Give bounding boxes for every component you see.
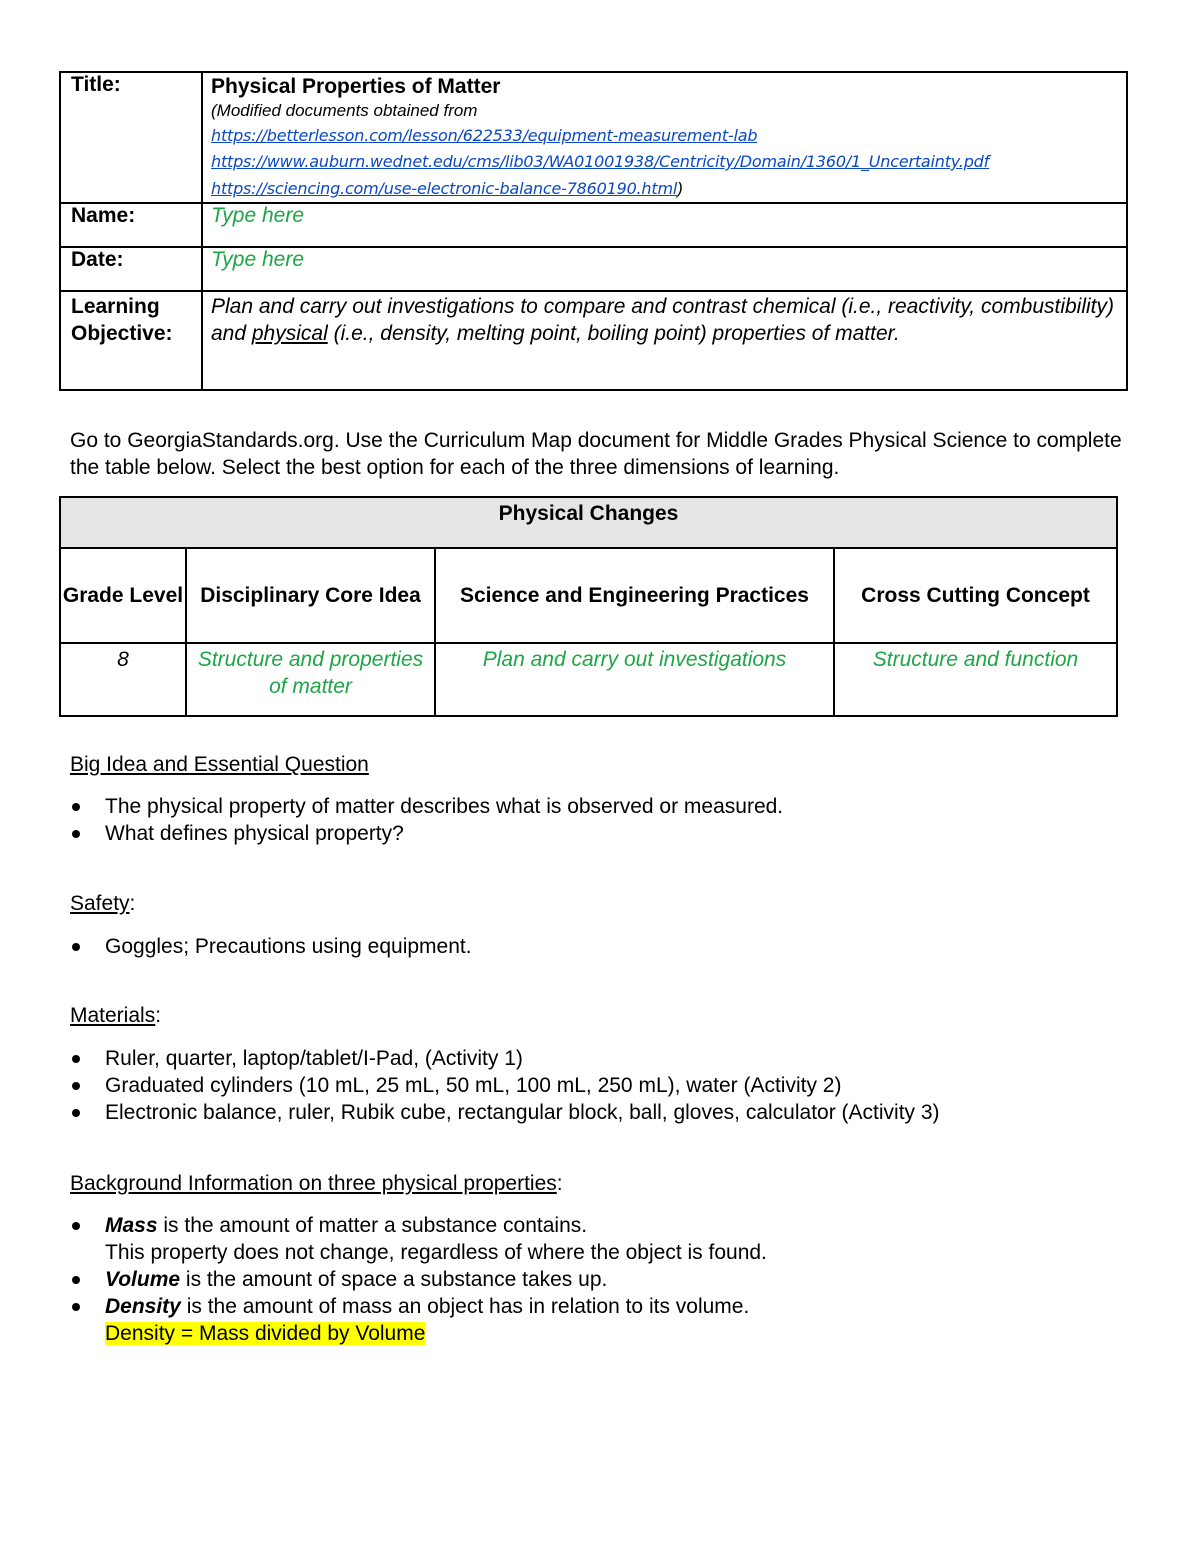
- core-idea-value[interactable]: Structure and properties of matter: [186, 643, 435, 716]
- background-heading-colon: :: [556, 1172, 563, 1195]
- date-value[interactable]: Type here: [211, 248, 304, 271]
- safety-heading: [70, 890, 135, 917]
- safety-heading-colon: :: [129, 892, 136, 915]
- title-cell: [202, 72, 1127, 203]
- bullet-icon: [72, 803, 80, 811]
- list-item-text: What defines physical property?: [105, 822, 404, 845]
- objective-label-line1: Learning: [71, 295, 160, 318]
- density-formula: Density = Mass divided by Volume: [105, 1322, 426, 1345]
- title-label: Title:: [60, 72, 202, 203]
- col-header-practices: Science and Engineering Practices: [435, 548, 834, 643]
- big-idea-heading-text: Big Idea and Essential Question: [70, 753, 369, 776]
- list-item-text: Goggles; Precautions using equipment.: [105, 935, 472, 958]
- mass-term: Mass: [105, 1214, 158, 1237]
- source-link-line: [211, 175, 1118, 202]
- bullet-icon: [72, 1109, 80, 1117]
- safety-list: [70, 933, 1130, 960]
- instructions-paragraph: Go to GeorgiaStandards.org. Use the Curriculum Map document for Middle Grades Physical Science to complete the table below. Select the best option for each of the three dimensions of learning.: [70, 429, 1122, 479]
- list-item-text: The physical property of matter describes what is observed or measured.: [105, 795, 784, 818]
- grade-level-value[interactable]: 8: [60, 643, 186, 716]
- density-term: Density: [105, 1295, 181, 1318]
- density-definition: is the amount of mass an object has in relation to its volume.: [180, 1295, 750, 1318]
- practices-value[interactable]: Plan and carry out investigations: [435, 643, 834, 716]
- list-item: [70, 1045, 1130, 1072]
- bullet-icon: [72, 943, 80, 951]
- name-label: Name:: [60, 203, 202, 247]
- header-table: [59, 71, 1128, 391]
- col-header-grade-level: Grade Level: [60, 548, 186, 643]
- background-heading-text: Background Information on three physical properties: [70, 1172, 557, 1195]
- name-field[interactable]: [202, 203, 1127, 247]
- volume-definition: is the amount of space a substance takes up.: [180, 1268, 608, 1291]
- bullet-icon: [72, 1222, 80, 1230]
- physical-changes-table: [59, 496, 1118, 717]
- materials-heading: [70, 1002, 161, 1029]
- materials-list: [70, 1045, 1130, 1126]
- name-value[interactable]: Type here: [211, 204, 304, 227]
- source-link-sciencing[interactable]: https://sciencing.com/use-electronic-balance-7860190.html: [211, 179, 678, 198]
- big-idea-list: [70, 793, 1130, 847]
- source-link-auburn[interactable]: https://www.auburn.wednet.edu/cms/lib03/WA01001938/Centricity/Domain/1360/1_Uncertainty.pdf: [211, 152, 990, 171]
- source-link-betterlesson[interactable]: https://betterlesson.com/lesson/622533/equipment-measurement-lab: [211, 126, 758, 145]
- source-close-paren: ): [677, 179, 683, 198]
- volume-term: Volume: [105, 1268, 181, 1291]
- list-item: [70, 933, 1130, 960]
- bullet-icon: [72, 1082, 80, 1090]
- list-item: [70, 1266, 1130, 1293]
- bullet-icon: [72, 830, 80, 838]
- objective-cell: [202, 291, 1127, 390]
- objective-label: [60, 291, 202, 390]
- source-note: (Modified documents obtained from: [211, 101, 478, 120]
- list-item: [70, 1072, 1130, 1099]
- date-label: Date:: [60, 247, 202, 291]
- list-item: [70, 1212, 1130, 1266]
- mass-extra: This property does not change, regardless of where the object is found.: [105, 1241, 767, 1264]
- list-item: [70, 820, 1130, 847]
- background-list: [70, 1212, 1130, 1347]
- list-item: [70, 1293, 1130, 1347]
- crosscutting-value[interactable]: Structure and function: [834, 643, 1117, 716]
- objective-text: [211, 293, 1118, 347]
- document-title: Physical Properties of Matter: [211, 75, 501, 98]
- col-header-core-idea: Disciplinary Core Idea: [186, 548, 435, 643]
- big-idea-heading: [70, 751, 369, 778]
- materials-heading-text: Materials: [70, 1004, 156, 1027]
- list-item-text: Graduated cylinders (10 mL, 25 mL, 50 mL, 100 mL, 250 mL), water (Activity 2): [105, 1074, 842, 1097]
- col-header-crosscutting: Cross Cutting Concept: [834, 548, 1117, 643]
- objective-text-part1: Plan and carry out investigations to compare and contrast chemical (i.e., reactivity, combustibility) and: [211, 295, 1114, 345]
- objective-text-part2: (i.e., density, melting point, boiling point) properties of matter.: [327, 322, 900, 345]
- bullet-icon: [72, 1055, 80, 1063]
- list-item-text: Ruler, quarter, laptop/tablet/I-Pad, (Activity 1): [105, 1047, 523, 1070]
- list-item: [70, 1099, 1130, 1126]
- bullet-icon: [72, 1303, 80, 1311]
- physical-changes-title: Physical Changes: [60, 497, 1117, 548]
- date-field[interactable]: [202, 247, 1127, 291]
- mass-definition: is the amount of matter a substance contains.: [157, 1214, 588, 1237]
- objective-text-physical: physical: [251, 322, 328, 345]
- materials-heading-colon: :: [155, 1004, 162, 1027]
- objective-label-line2: Objective:: [71, 322, 173, 345]
- safety-heading-text: Safety: [70, 892, 130, 915]
- background-heading: [70, 1170, 563, 1197]
- list-item-text: Electronic balance, ruler, Rubik cube, rectangular block, ball, gloves, calculator (Activity 3): [105, 1101, 940, 1124]
- bullet-icon: [72, 1276, 80, 1284]
- list-item: [70, 793, 1130, 820]
